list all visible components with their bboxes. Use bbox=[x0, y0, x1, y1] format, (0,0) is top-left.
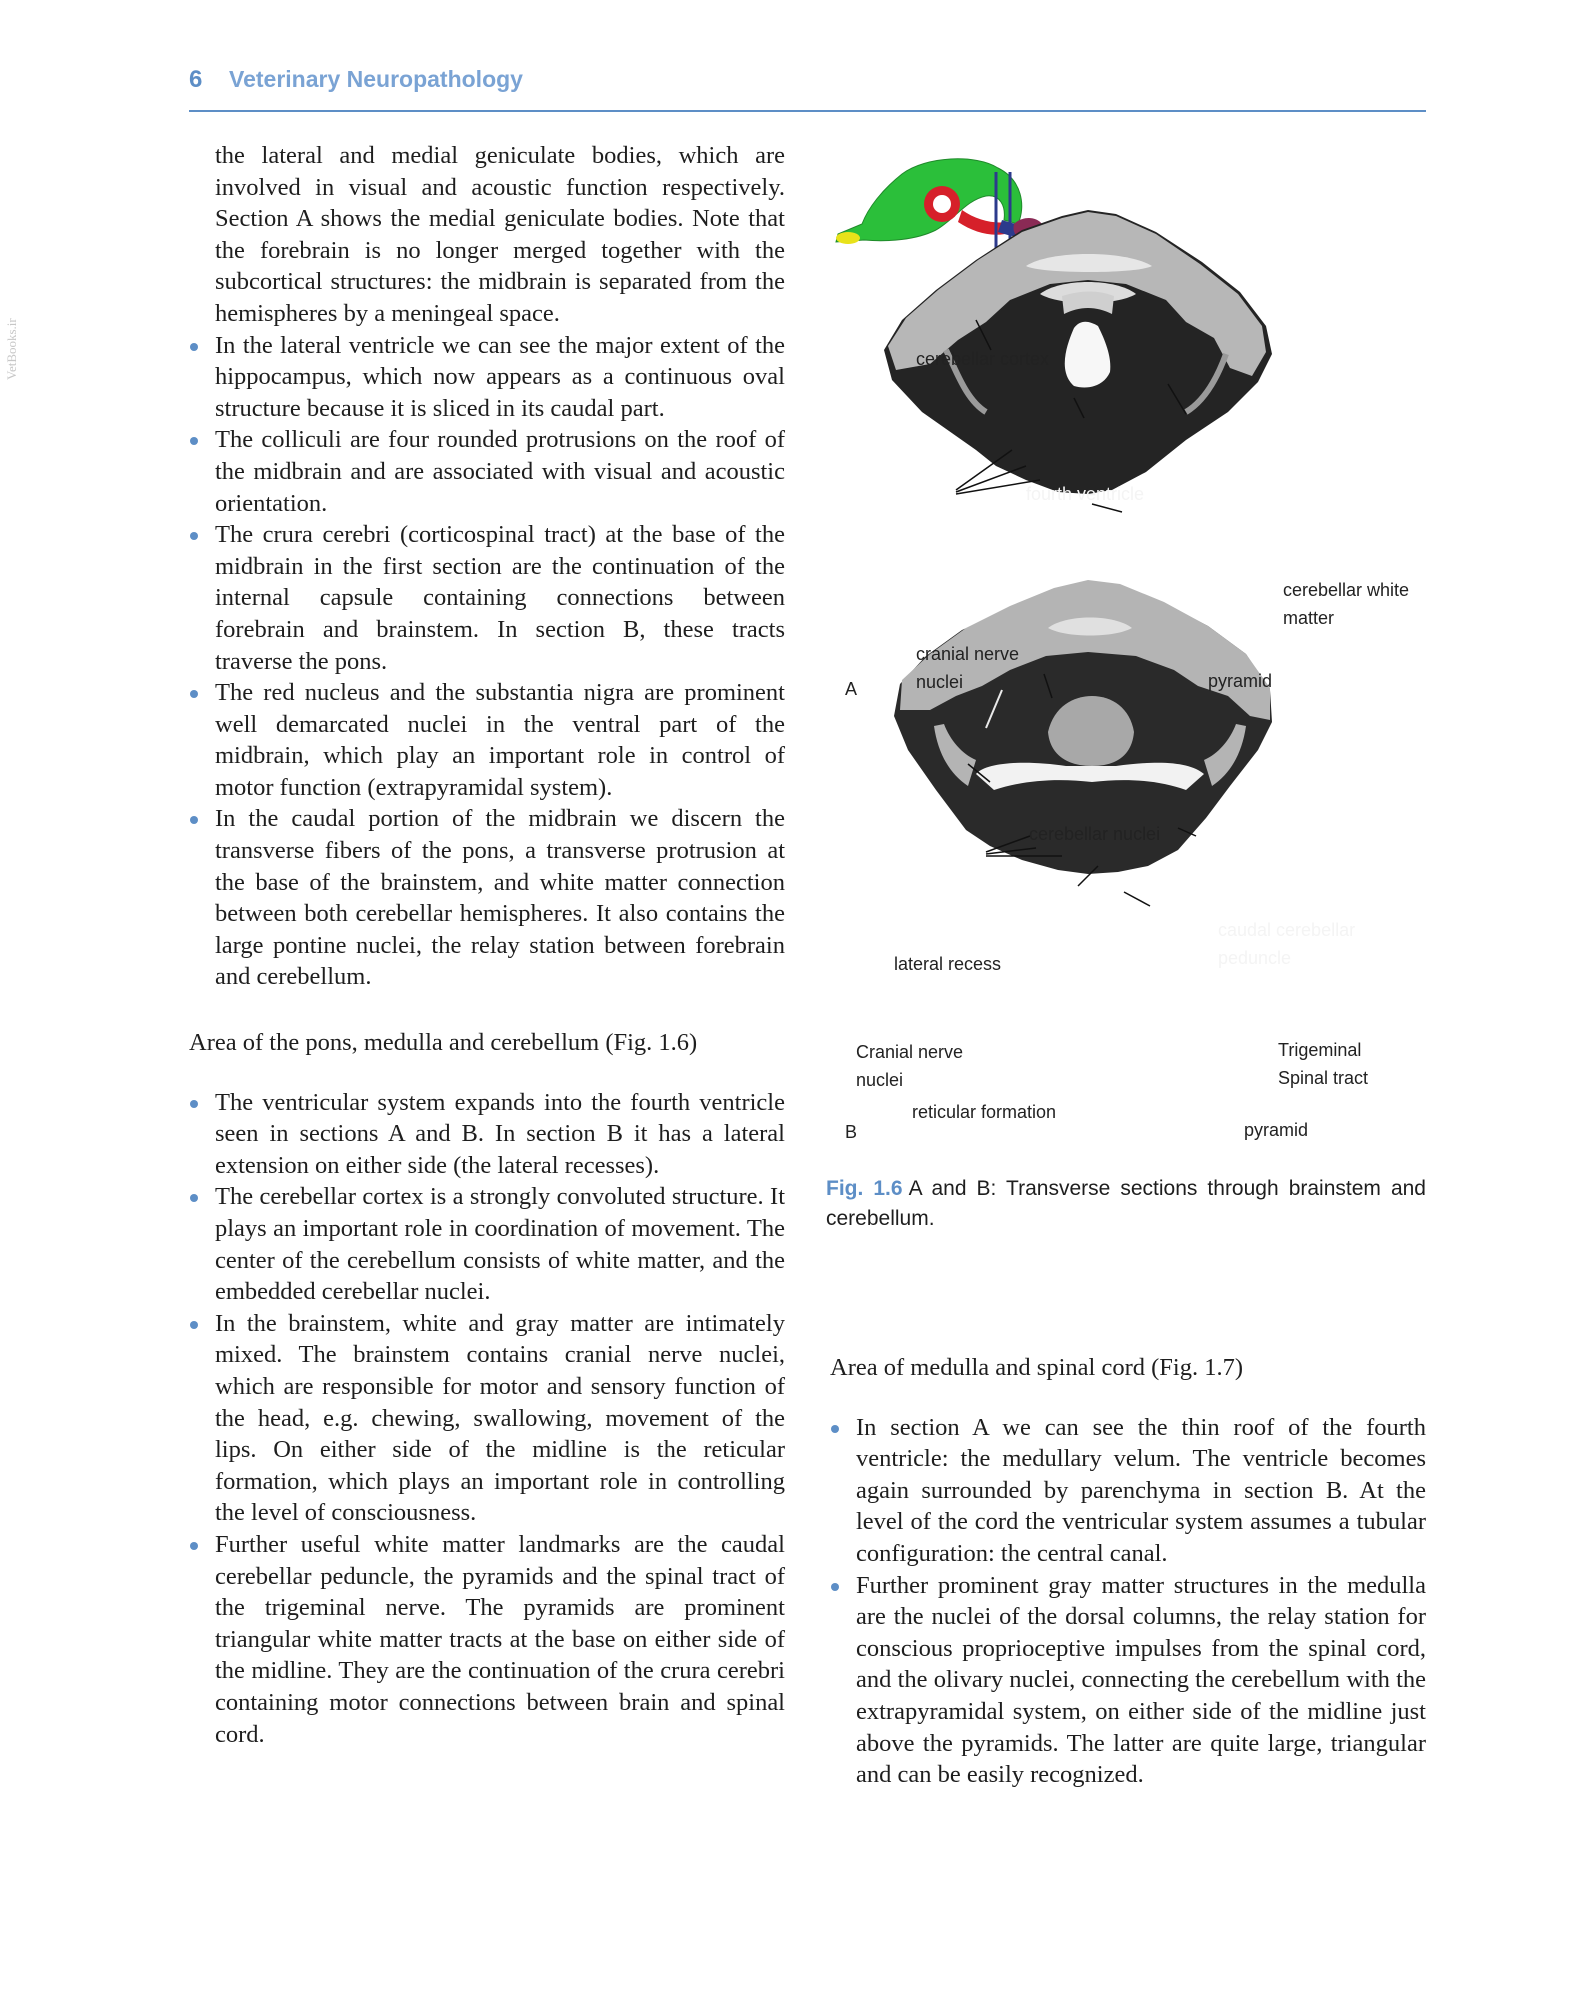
label-cerebellar-white-matter-a: cerebellar white matter bbox=[1283, 580, 1410, 628]
page-number: 6 bbox=[189, 66, 203, 93]
watermark: VetBooks.ir bbox=[4, 318, 19, 380]
label-pyramid-b: pyramid bbox=[1244, 1120, 1309, 1140]
intro-paragraph: the lateral and medial geniculate bodies, which are involved in visual and acoustic function respectively. Section A shows the medial geniculate bodies. Note that the forebrain is no longer merged together with the subcortical structures: the midbrain is separated from the hemispheres by a meningeal space. bbox=[215, 142, 785, 327]
running-header bbox=[189, 66, 1426, 112]
label-fourth-ventricle-a: fourth ventricle bbox=[1026, 484, 1145, 504]
label-reticular-formation-b: reticular formation bbox=[912, 1102, 1057, 1122]
bullet-list-pons bbox=[189, 1087, 785, 1750]
list-item: Further useful white matter landmarks are the caudal cerebellar peduncle, the pyramids and the spinal tract of the trigeminal nerve. The pyramids are prominent triangular white matter tracts at the base on either side of the midline. They are the continuation of the crura cerebri containing motor connections between brain and spinal cord. bbox=[189, 1529, 785, 1750]
section-subheading: Area of medulla and spinal cord (Fig. 1.7) bbox=[830, 1354, 1243, 1381]
figure-1-6 bbox=[826, 150, 1426, 1150]
figure-caption bbox=[826, 1174, 1426, 1234]
list-item: In the lateral ventricle we can see the major extent of the hippocampus, which now appears as a continuous oval structure because it is sliced in its caudal part. bbox=[189, 330, 785, 425]
bullet-list-midbrain bbox=[189, 330, 785, 993]
left-column bbox=[189, 140, 785, 1750]
book-title: Veterinary Neuropathology bbox=[229, 66, 523, 92]
list-item: The ventricular system expands into the fourth ventricle seen in sections A and B. In section B it has a lateral extension on either side (the lateral recesses). bbox=[189, 1087, 785, 1182]
list-item: In the caudal portion of the midbrain we discern the transverse fibers of the pons, a transverse protrusion at the base of the brainstem, and white matter connection between both cerebellar hemispheres. It also contains the large pontine nuclei, the relay station between forebrain and cerebellum. bbox=[189, 803, 785, 993]
section-b-image bbox=[894, 580, 1272, 906]
label-caudal-cerebellar-peduncle-b: caudal cerebellar peduncle bbox=[1218, 920, 1356, 968]
label-pyramid-a: pyramid bbox=[1208, 671, 1273, 691]
panel-letter-b: B bbox=[845, 1122, 858, 1142]
bullet-list-medulla bbox=[830, 1412, 1426, 1791]
label-cranial-nerve-nuclei-a: cranial nerve nuclei bbox=[916, 644, 1020, 692]
list-item: The cerebellar cortex is a strongly convoluted structure. It plays an important role in coordination of movement. The center of the cerebellum consists of white matter, and the embedded cerebellar nuclei. bbox=[189, 1181, 785, 1307]
label-cranial-nerve-nuclei-b: Cranial nerve nuclei bbox=[856, 1042, 964, 1090]
list-item: In the brainstem, white and gray matter are intimately mixed. The brainstem contains cranial nerve nuclei, which are responsible for motor and sensory function of the head, e.g. chewing, swallowing, movement of the lips. On either side of the midline is the reticular formation, which plays an important role in controlling the level of consciousness. bbox=[189, 1308, 785, 1529]
list-item: Further prominent gray matter structures in the medulla are the nuclei of the dorsal columns, the relay station for conscious proprioceptive impulses from the spinal cord, and the olivary nuclei, connecting the cerebellum with the extrapyramidal system, on either side of the midline just above the pyramids. The latter are quite large, triangular and can be easily recognized. bbox=[830, 1570, 1426, 1791]
list-item: The red nucleus and the substantia nigra are prominent well demarcated nuclei in the ventral part of the midbrain, which play an important role in control of motor function (extrapyramidal system). bbox=[189, 677, 785, 803]
section-subheading: Area of the pons, medulla and cerebellum (Fig. 1.6) bbox=[189, 1029, 698, 1057]
label-cerebellar-nuclei-b: cerebellar nuclei bbox=[1029, 824, 1161, 844]
right-column bbox=[830, 1352, 1426, 1791]
caption-text: A and B: Transverse sections through brainstem and cerebellum. bbox=[826, 1177, 1426, 1230]
caption-label: Fig. 1.6 bbox=[826, 1177, 903, 1200]
label-trigeminal-spinal-tract-b: Trigeminal Spinal tract bbox=[1278, 1040, 1369, 1088]
list-item: The colliculi are four rounded protrusions on the roof of the midbrain and are associated with visual and acoustic orientation. bbox=[189, 424, 785, 519]
label-cerebellar-cortex-a: cerebellar cortex bbox=[916, 349, 1050, 369]
list-item: In section A we can see the thin roof of the fourth ventricle: the medullary velum. The ventricle becomes again surrounded by parenchyma in section B. At the level of the cord the ventricular system assumes a tubular configuration: the central canal. bbox=[830, 1412, 1426, 1570]
label-lateral-recess-b: lateral recess bbox=[894, 954, 1002, 974]
panel-letter-a: A bbox=[845, 679, 858, 699]
list-item: The crura cerebri (corticospinal tract) at the base of the midbrain in the first section are the continuation of the internal capsule containing connections between forebrain and brainstem. In section B, these tracts traverse the pons. bbox=[189, 519, 785, 677]
